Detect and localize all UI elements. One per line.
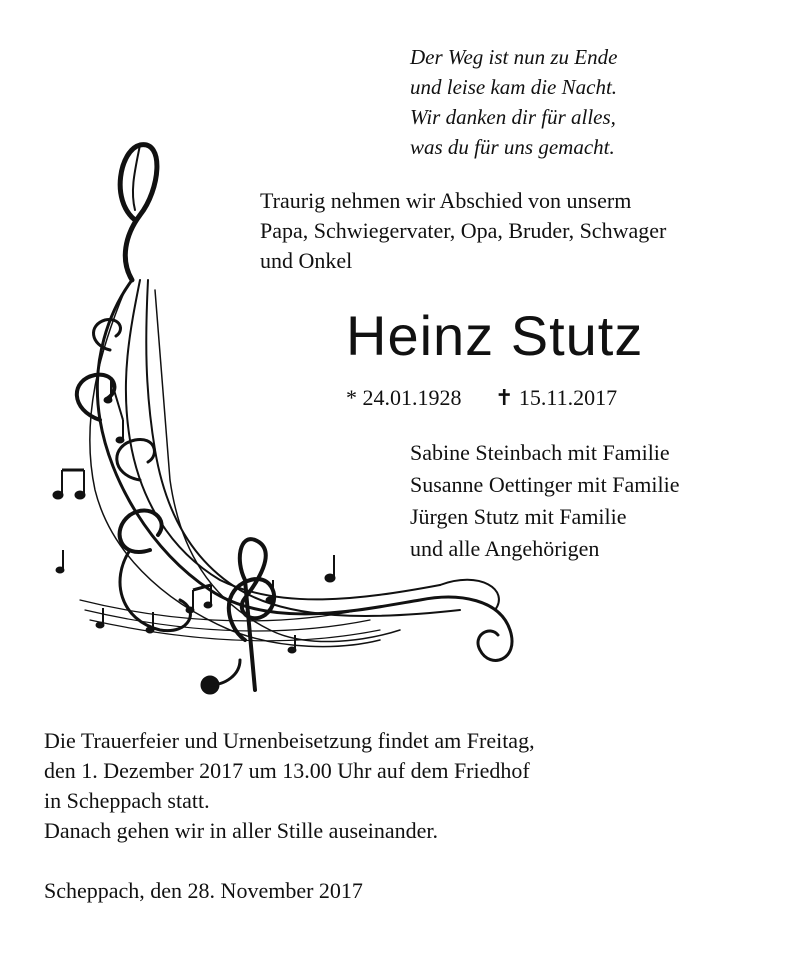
mourner-line: und alle Angehörigen: [410, 536, 600, 561]
intro-line: Traurig nehmen wir Abschied von unserm: [260, 188, 632, 213]
poem-line: und leise kam die Nacht.: [410, 75, 618, 99]
mourner-line: Jürgen Stutz mit Familie: [410, 504, 627, 529]
place-and-date: Scheppach, den 28. November 2017: [44, 878, 363, 903]
funeral-line: Die Trauerfeier und Urnenbeisetzung findet am Freitag,: [44, 728, 535, 753]
mourner-line: Sabine Steinbach mit Familie: [410, 440, 670, 465]
poem-line: Der Weg ist nun zu Ende: [410, 45, 618, 69]
deceased-name: Heinz Stutz: [346, 304, 644, 367]
music-notes-ornament-icon: [40, 130, 520, 700]
funeral-line: Danach gehen wir in aller Stille auseinander.: [44, 818, 439, 843]
intro-line: Papa, Schwiegervater, Opa, Bruder, Schwager: [260, 218, 667, 243]
funeral-line: in Scheppach statt.: [44, 788, 210, 813]
funeral-info: [44, 726, 535, 846]
mourner-line: Susanne Oettinger mit Familie: [410, 472, 680, 497]
poem-line: Wir danken dir für alles,: [410, 105, 616, 129]
birth-date: * 24.01.1928: [346, 385, 462, 410]
intro-line: und Onkel: [260, 248, 353, 273]
death-date: ✝ 15.11.2017: [495, 385, 618, 410]
funeral-line: den 1. Dezember 2017 um 13.00 Uhr auf dem Friedhof: [44, 758, 530, 783]
poem-line: was du für uns gemacht.: [410, 135, 615, 159]
